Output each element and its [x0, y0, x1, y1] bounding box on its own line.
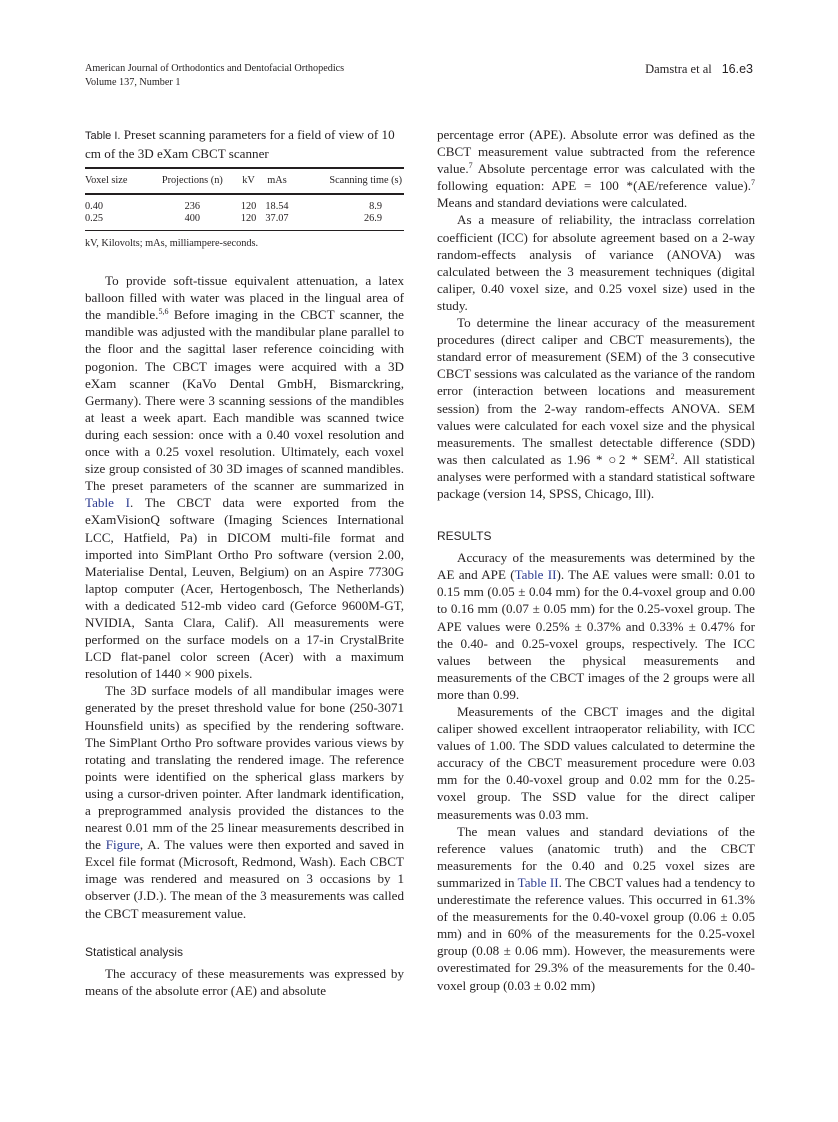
paragraph — [437, 549, 755, 703]
table-row — [85, 194, 404, 213]
paragraph — [85, 272, 404, 682]
left-column — [85, 126, 404, 999]
journal-info — [85, 62, 344, 90]
text: ). The AE values were small: 0.01 to 0.15 mm (0.05 ± 0.04 mm) for the 0.4-voxel group and 0.00 to 0.16 mm (0.07 ± 0.05 mm) for the 0.25-voxel group. The APE values were 0.25% ± 0.37% and 0.33% ± 0.47% for the 0.40- and 0.25-voxel groups, respectively. The ICC values between the physical measurements and measurements of the CBCT images of the 2 groups were all more than 0.99. — [437, 567, 755, 702]
page-number: 16.e3 — [721, 62, 753, 76]
cell: 120 — [240, 201, 257, 212]
paragraph — [437, 314, 755, 502]
cell: 120 — [240, 213, 257, 224]
paragraph: Measurements of the CBCT images and the digital caliper showed excellent intraoperator reliability, with ICC values of 1.00. The SDD values calculated to determine the accuracy of the CBCT measurement procedure were 0.03 mm for the 0.40-voxel group and 0.02 mm for the 0.25-voxel group. The SSD value for the direct caliper measurements was 0.03 mm. — [437, 704, 755, 822]
table-2-link[interactable]: Table II — [514, 567, 557, 583]
superscript: 2 — [670, 451, 675, 461]
table-1-footnote: kV, Kilovolts; mAs, milliampere-seconds. — [85, 238, 259, 249]
table-1-link[interactable]: Table I — [85, 495, 130, 511]
text: To determine the linear accuracy of the measurement procedures (direct caliper and CBCT measurements), the standard error of measurement (SEM) of the 3 consecutive CBCT sessions was calculated as the variance of the random error (interaction between locations and measurement session) from the 2-way random-effects ANOVA. SEM values were calculated for each voxel size and the physical measurements. The smallest detectable difference (SDD) was then calculated as 1.96 * ○2 * SEM — [437, 315, 755, 467]
cell: 236 — [184, 201, 201, 212]
cell: 26.9 — [363, 213, 382, 224]
col-kv: kV — [242, 175, 255, 186]
paragraph — [85, 682, 404, 921]
text: The 3D surface models of all mandibular images were generated by the preset threshold value for bone (250-3071 Hounsfield units) as specified by the rendering software. The SimPlant Ortho Pro software provides various views by rotating and translating the rendered image. The reference points were identified on the spherical glass markers by using a cursor-driven pointer. After landmark identification, a preprogrammed analysis provided the distances to the nearest 0.01 mm of the 25 linear measurements described in the — [85, 683, 404, 853]
right-column — [437, 126, 755, 994]
journal-volume: Volume 137, Number 1 — [85, 77, 181, 88]
reference[interactable]: 5,6 — [158, 307, 169, 317]
paragraph: As a measure of reliability, the intraclass correlation coefficient (ICC) for absolute agreement based on a 2-way random-effects analysis of variance (ANOVA) was calculated between the 3 measurement techniques (digital caliper, 0.40 voxel size, and 0.25 voxel size) used in the study. — [437, 212, 755, 313]
reference[interactable]: 7 — [751, 178, 755, 188]
table-1-label: Table I. — [85, 130, 121, 142]
cell: 18.54 — [265, 201, 289, 212]
text: Accuracy of the measurements was determined by the AE and APE ( — [437, 550, 755, 583]
table-1-caption — [85, 126, 404, 165]
table-1 — [85, 167, 404, 231]
cell: 0.25 — [85, 213, 104, 224]
col-scanning-time: Scanning time (s) — [329, 175, 402, 186]
section-heading-results: RESULTS — [437, 529, 492, 544]
cell: 0.40 — [85, 201, 104, 212]
text: percentage error (APE). Absolute error was defined as the CBCT measurement value subtracted from the reference value. — [437, 127, 755, 177]
text: , A. The values were then exported and saved in Excel file format (Microsoft, Redmond, Wash). Each CBCT image was rendered and measured on 3 occasions by 1 observer (J.D.). The mean of the 3 measurements was called the CBCT measurement value. — [85, 837, 404, 921]
text: . All statistical analyses were performed with a standard statistical software package (version 14, SPSS, Chicago, Ill). — [437, 451, 755, 501]
text: . The CBCT data were exported from the eXamVisionQ software (Imaging Sciences International LCC, Hatfield, Pa) in DICOM multi-file format and imported into SimPlant Ortho Pro software (version 2.00, Materialise Dental, Leuven, Belgium) on an Aspire 7730G laptop computer (Acer, Hertogenbosch, The Netherlands) with a dedicated 512-mb video card (Geforce 9600M-GT, NVIDIA, Santa Clara, Calif). All measurements were performed on the surface models on a 17-in CrystalBrite LCD flat-panel color screen (Acer) with a maximum resolution of 1440 × 900 pixels. — [85, 495, 405, 682]
text: The mean values and standard deviations of the reference values (anatomic truth) and the CBCT measurements for the 0.40 and 0.25 voxel sizes are summarized in — [437, 823, 755, 890]
text: To provide soft-tissue equivalent attenuation, a latex balloon filled with water was placed in the lingual area of the mandible. — [85, 273, 404, 323]
reference[interactable]: 7 — [468, 161, 473, 171]
section-heading-statistical-analysis: Statistical analysis — [85, 944, 184, 959]
text: Before imaging in the CBCT scanner, the mandible was adjusted with the mandibular plane parallel to the floor and the sagittal laser reference coinciding with pogonion. The CBCT images were acquired with a 3D eXam scanner (KaVo Dental GmbH, Bismarckring, Germany). There were 3 scanning sessions of the mandibles at least a week apart. Each mandible was scanned twice during each session: once with a 0.40 voxel resolution and once with a 0.25 voxel resolution. Ultimately, each voxel size group consisted of 30 3D images of scanned mandibles. The preset parameters of the scanner are summarized in — [85, 307, 404, 494]
table-2-link[interactable]: Table II — [517, 874, 559, 890]
col-voxel-size: Voxel size — [85, 175, 128, 186]
paragraph: The accuracy of these measurements was expressed by means of the absolute error (AE) and absolute — [85, 965, 404, 998]
paragraph — [437, 823, 755, 994]
cell: 37.07 — [265, 213, 289, 224]
journal-title: American Journal of Orthodontics and Dentofacial Orthopedics — [85, 63, 345, 74]
cell: 400 — [184, 213, 201, 224]
authors: Damstra et al — [645, 62, 712, 76]
cell: 8.9 — [369, 201, 382, 212]
table-header-row — [85, 168, 404, 194]
col-mas: mAs — [267, 175, 287, 186]
paragraph — [437, 126, 755, 211]
table-row — [85, 213, 404, 231]
col-projections: Projections (n) — [161, 175, 223, 186]
table-1-caption-text: Preset scanning parameters for a field of view of 10 cm of the 3D eXam CBCT scanner — [85, 127, 395, 161]
text: . The CBCT values had a tendency to underestimate the reference values. This occurred in 61.3% of the measurements for the 0.40-voxel group (0.06 ± 0.05 mm) and in 60% of the measurements for the 0.25-voxel group (0.08 ± 0.06 mm). However, the measurements were overestimated for 29.3% of the measurements for the 0.40-voxel group (0.03 ± 0.02 mm) — [437, 874, 755, 993]
page-info — [645, 62, 753, 76]
figure-link[interactable]: Figure — [105, 837, 140, 853]
text: Means and standard deviations were calculated. — [437, 195, 688, 211]
text: Absolute percentage error was calculated with the following equation: APE = 100 *(AE/reference value). — [437, 161, 755, 194]
